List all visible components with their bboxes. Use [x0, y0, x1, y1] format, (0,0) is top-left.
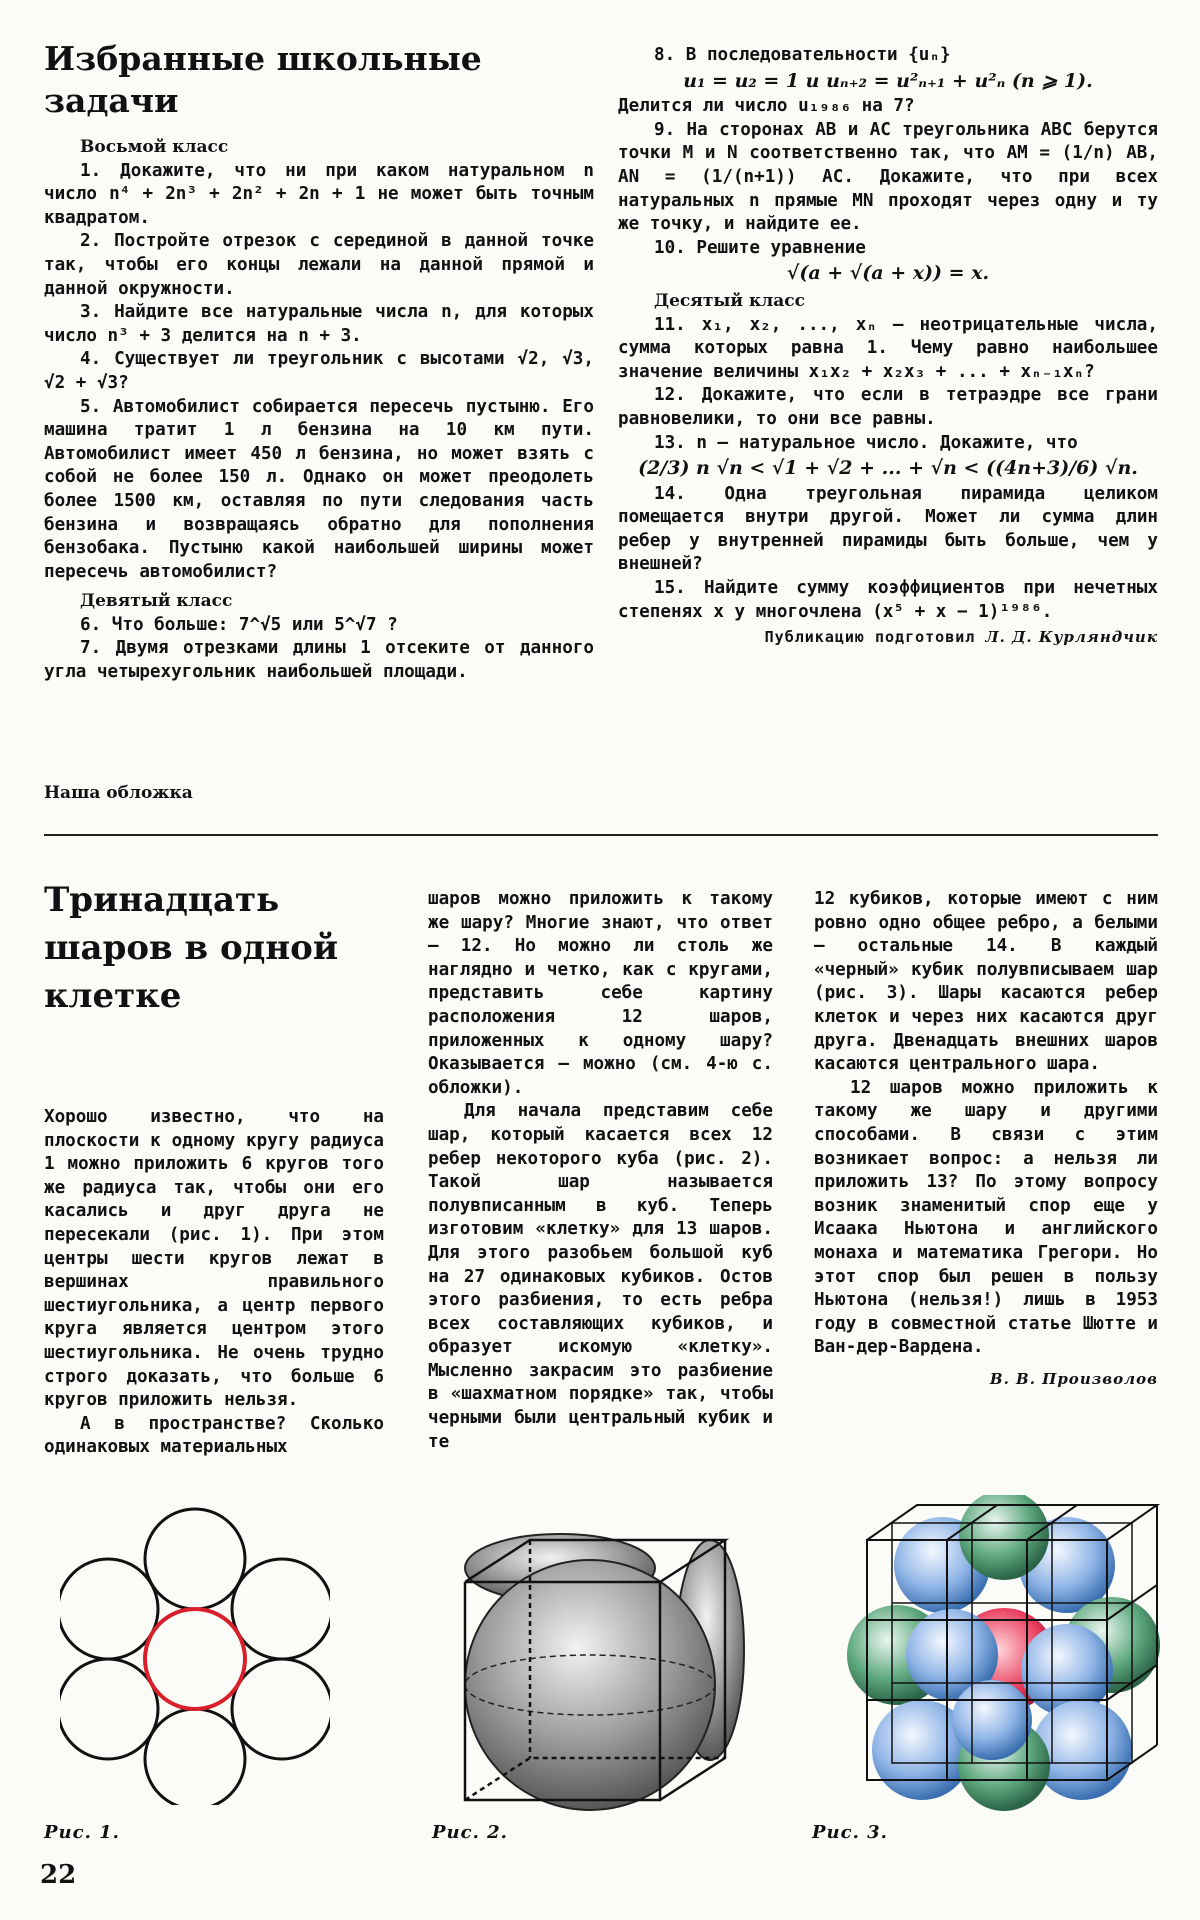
article-author — [814, 1368, 1158, 1392]
problem-11: 11. x₁, x₂, ..., xₙ — неотрицательные числа, сумма которых равна 1. Чему равно наибольшее значение величины x₁x₂ + x₂x₃ + ... + xₙ₋₁xₙ? — [618, 314, 1158, 382]
problem-3: 3. Найдите все натуральные числа n, для которых число n³ + 3 делится на n + 3. — [44, 302, 594, 346]
article-column-2 — [428, 888, 773, 1454]
problem-7: 7. Двумя отрезками длины 1 отсеките от данного угла четырехугольник наибольшей площади. — [44, 638, 594, 683]
problem-5: 5. Автомобилист собирается пересечь пустыню. Его машина тратит 1 л бензина на 10 км пути. Автомобилист имеет 450 л бензина, но может взять с собой не более 150 л. Однако он может преодолеть более 1500 км, оставляя по пути следования часть бензина и возвращаясь обратно для пополнения бензобака. Пустыню какой наибольшей ширины может пересечь автомобилист? — [44, 396, 594, 582]
publication-credit — [618, 626, 1158, 650]
article-paragraph-1: Хорошо известно, что на плоскости к одному кругу радиуса 1 можно приложить 6 кругов того же радиуса так, чтобы они его касались и друг друга не пересекали (рис. 1). При этом центры шести кругов лежат в вершинах правильного шестиугольника, а центр первого круга является центром этого шестиугольника. Не очень трудно строго доказать, что больше 6 кругов приложить нельзя. — [44, 1107, 384, 1411]
outer-circle-top-right — [232, 1559, 330, 1659]
article-column-1 — [44, 1106, 384, 1460]
ball — [1021, 1624, 1113, 1716]
author-name: В. В. Произволов — [989, 1369, 1158, 1388]
article-paragraph-4: Для начала представим себе шар, который касается всех 12 ребер некоторого куба (рис. 2). Такой шар называется полувписанным в куб. Теперь изготовим «клетку» для 13 шаров. Для этого разобьем большой куб на 27 одинаковых кубиков. Остов этого разбиения, то есть ребра всех составляющих кубиков, и образует искомую «клетку». Мысленно закрасим это разбиение в «шахматном порядке» так, чтобы черными были центральный кубик и те — [428, 1101, 773, 1452]
problem-13-formula: (2/3) n √n < √1 + √2 + ... + √n < ((4n+3)/6) √n. — [638, 457, 1138, 480]
credit-prefix: Публикацию подготовил — [764, 628, 976, 647]
article-title: Тринадцать шаров в одной клетке — [44, 880, 339, 1016]
section-divider — [44, 834, 1158, 836]
problem-10-formula: √(a + √(a + x)) = x. — [786, 262, 990, 285]
problem-8-formula: u₁ = u₂ = 1 и uₙ₊₂ = u²ₙ₊₁ + u²ₙ (n ⩾ 1). — [683, 69, 1093, 92]
problem-6: 6. Что больше: 7^√5 или 5^√7 ? — [80, 614, 398, 635]
article-paragraph-6: 12 шаров можно приложить к такому же шару и другими способами. В связи с этим возникает вопрос: а нельзя ли приложить 13? По этому вопросу возник знаменитый спор еще у Исаака Ньютона и английского монаха и математика Грегори. Но этот спор был решен в пользу Ньютона (нельзя!) лишь в 1953 году в совместной статье Шютте и Ван-дер-Вардена. — [814, 1077, 1158, 1358]
article-paragraph-5: 12 кубиков, которые имеют с ним ровно одно общее ребро, а белыми — остальные 14. В каждый «черный» кубик полувписываем шар (рис. 3). Шары касаются ребер клеток и через них касаются друг друга. Двенадцать внешних шаров касаются центрального шара. — [814, 889, 1158, 1075]
outer-circle-top-left — [60, 1559, 158, 1659]
grade-10-heading: Десятый класс — [654, 290, 805, 311]
problems-left-column — [44, 38, 594, 685]
figure-1-circles — [60, 1505, 330, 1805]
outer-circle-bottom-left — [60, 1659, 158, 1759]
problem-9: 9. На сторонах AB и AC треугольника ABC берутся точки M и N соответственно так, что AM = (1/n) AB, AN = (1/(n+1)) AC. Докажите, что при всех натуральных n прямые MN проходят через одну и ту же точку, и найдите ее. — [618, 119, 1158, 235]
problem-15: 15. Найдите сумму коэффициентов при нечетных степенях x у многочлена (x⁵ + x − 1)¹⁹⁸⁶. — [618, 578, 1158, 622]
sphere — [465, 1560, 715, 1810]
problem-10: 10. Решите уравнение — [654, 237, 866, 258]
problems-right-column — [618, 44, 1158, 650]
figure-1-caption: Рис. 1. — [44, 1822, 120, 1843]
outer-circle-bottom-right — [232, 1659, 330, 1759]
article-column-3 — [814, 888, 1158, 1391]
problem-8: 8. В последовательности {uₙ} — [654, 45, 951, 65]
problem-13: 13. n — натуральное число. Докажите, что — [654, 432, 1078, 453]
article-paragraph-3: шаров можно приложить к такому же шару? Многие знают, что ответ — 12. Но можно ли столь же наглядно и четко, как с кругами, представить себе картину расположения 12 шаров, приложенных к одному шару? Оказывается — можно (см. 4-ю с. обложки). — [428, 889, 773, 1098]
figure-3-thirteen-balls — [842, 1495, 1162, 1815]
problem-14: 14. Одна треугольная пирамида целиком помещается внутри другой. Может ли сумма длин ребер у внутренней пирамиды быть больше, чем у внешней? — [618, 483, 1158, 575]
problem-1: 1. Докажите, что ни при каком натуральном n число n⁴ + 2n³ + 2n² + 2n + 1 не может быть точным квадратом. — [44, 160, 594, 228]
outer-circle-top — [145, 1509, 245, 1609]
figure-3-caption: Рис. 3. — [812, 1822, 888, 1843]
grade-9-heading: Девятый класс — [80, 591, 233, 612]
problem-12: 12. Докажите, что если в тетраэдре все грани равновелики, то они все равны. — [618, 385, 1158, 429]
figure-2-sphere-in-cube — [440, 1500, 780, 1820]
figure-2-caption: Рис. 2. — [432, 1822, 508, 1843]
article-paragraph-2: А в пространстве? Сколько одинаковых материальных — [44, 1413, 384, 1458]
central-circle — [145, 1609, 245, 1709]
outer-circle-bottom — [145, 1709, 245, 1805]
grade-8-heading: Восьмой класс — [80, 137, 229, 157]
section-label: Наша обложка — [44, 783, 193, 803]
problem-8-question: Делится ли число u₁₉₈₆ на 7? — [618, 96, 915, 117]
problem-4: 4. Существует ли треугольник с высотами √2, √3, √2 + √3? — [44, 349, 594, 393]
page-number: 22 — [40, 1860, 77, 1890]
problem-2: 2. Постройте отрезок с серединой в данной точке так, чтобы его концы лежали на данной прямой и данной окружности. — [44, 231, 594, 299]
ball — [952, 1680, 1032, 1760]
problems-title: Избранные школьные задачи — [44, 39, 482, 120]
credit-name: Л. Д. Курляндчик — [985, 628, 1158, 647]
